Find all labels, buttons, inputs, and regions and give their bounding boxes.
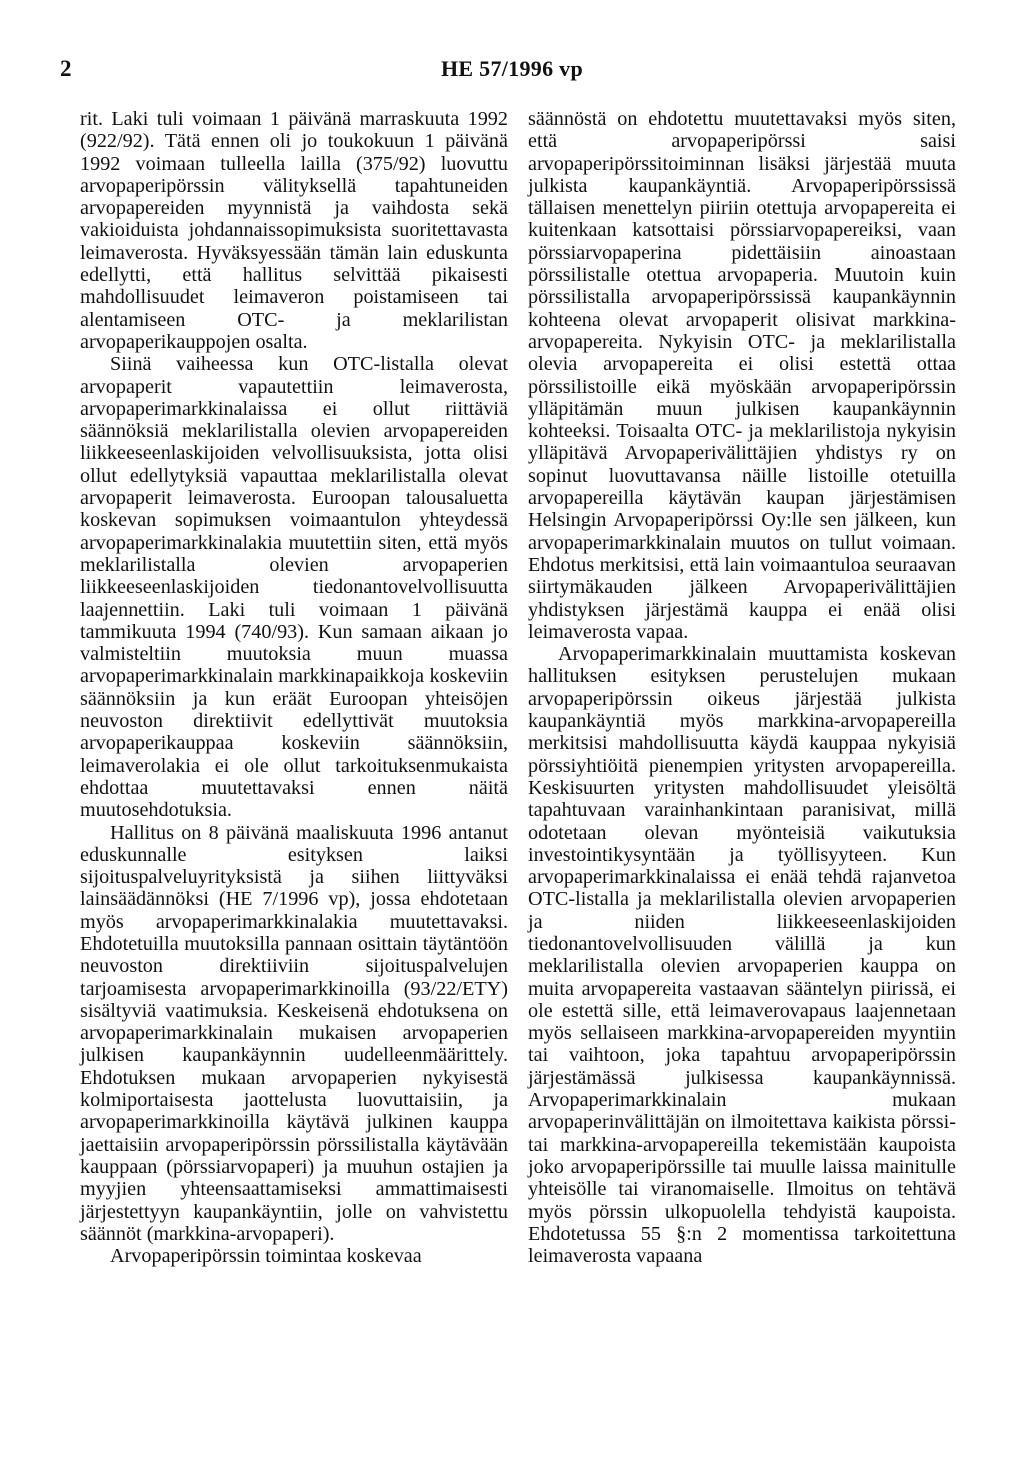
paragraph: Arvopaperimarkkinalain muuttamista koskevan hallituksen esityksen perustelujen mukaan arvopaperipörssin oikeus järjestää julkista kaupankäyntiä myös markkina-arvopapereilla merkitsisi mahdollisuutta käydä kauppaa nykyisiä pörssiyhtiöitä pienempien yritysten arvopapereilla. Keskisuurten yritysten mahdollisuudet yleisöltä tapahtuvaan varainhankintaan paranisivat, millä odotetaan olevan myönteisiä vaikutuksia investointikysyntään ja työllisyyteen. Kun arvopaperimarkkinalaissa ei enää tehdä rajanvetoa OTC-listalla ja meklarilistalla olevien arvopaperien ja niiden liikkeeseenlaskijoiden tiedonantovelvollisuuden välillä ja kun meklarilistalla olevien arvopaperien kauppa on muita arvopapereita vastaavan sääntelyn piirissä, ei ole estettä sille, että leimaverovapaus laajennetaan myös sellaiseen markkina-arvopapereiden myyntiin tai vaihtoon, joka tapahtuu arvopaperipörssin järjestämässä julkisessa kaupankäynnissä. Arvopaperimarkkinalain mukaan arvopaperinvälittäjän on ilmoitettava kaikista pörssi- tai markkina-arvopapereilla tekemistään kaupoista joko arvopaperipörssille tai muulle laissa mainitulle yhteisölle tai viranomaiselle. Ilmoitus on tehtävä myös pörssin ulkopuolella tehdyistä kaupoista. Ehdotetussa 55 §:n 2 momentissa tarkoitettuna leimaverosta vapaana bbox=[528, 643, 956, 1268]
paragraph: rit. Laki tuli voimaan 1 päivänä marraskuuta 1992 (922/92). Tätä ennen oli jo toukokuun 1 päivänä 1992 voimaan tulleella lailla (375/92) luovuttu arvopaperipörssin välityksellä tapahtuneiden arvopapereiden myynnistä ja vaihdosta sekä vakioiduista johdannaissopimuksista suoritettavasta leimaverosta. Hyväksyessään tämän lain eduskunta edellytti, että hallitus selvittää pikaisesti mahdollisuudet leimaveron poistamiseen tai alentamiseen OTC- ja meklarilistan arvopaperikauppojen osalta. bbox=[80, 108, 508, 353]
paragraph: Arvopaperipörssin toimintaa koskevaa bbox=[110, 1245, 422, 1268]
paragraph: Siinä vaiheessa kun OTC-listalla olevat arvopaperit vapautettiin leimaverosta, arvopaperimarkkinalaissa ei ollut riittäviä säännöksiä meklarilistalla olevien arvopapereiden liikkeeseenlaskijoiden velvollisuuksista, jotta olisi ollut edellytyksiä vapauttaa meklarilistalla olevat arvopaperit leimaverosta. Euroopan talousaluetta koskevan sopimuksen voimaantulon yhteydessä arvopaperimarkkinalakia muutettiin siten, että myös meklarilistalla olevien arvopaperien liikkeeseenlaskijoiden tiedonantovelvollisuutta laajennettiin. Laki tuli voimaan 1 päivänä tammikuuta 1994 (740/93). Kun samaan aikaan jo valmisteltiin muutoksia muun muassa arvopaperimarkkinalain markkinapaikkoja koskeviin säännöksiin ja kun eräät Euroopan yhteisöjen neuvoston direktiivit edellyttivät muutoksia arvopaperikauppaa koskeviin säännöksiin, leimaverolakia ei ole ollut tarkoituksenmukaista ehdottaa muutettavaksi ennen näitä muutosehdotuksia. bbox=[80, 353, 508, 822]
paragraph: Hallitus on 8 päivänä maaliskuuta 1996 antanut eduskunnalle esityksen laiksi sijoituspalveluyrityksistä ja siihen liittyväksi lainsäädännöksi (HE 7/1996 vp), jossa ehdotetaan myös arvopaperimarkkinalakia muutettavaksi. Ehdotetuilla muutoksilla pannaan osittain täytäntöön neuvoston direktiiviin sijoituspalvelujen tarjoamisesta arvopaperimarkkinoilla (93/22/ETY) sisältyviä vaatimuksia. Keskeisenä ehdotuksena on arvopaperimarkkinalain mukaisen arvopaperien julkisen kaupankäynnin uudelleenmäärittely. Ehdotuksen mukaan arvopaperien nykyisestä kolmiportaisesta jaottelusta luovuttaisiin, ja arvopaperimarkkinoilla käytävä julkinen kauppa jaettaisiin arvopaperipörssin pörssilistalla käytävään kauppaan (pörssiarvopaperi) ja muuhun ostajien ja myyjien yhteensaattamiseksi ammattimaisesti järjestettyyn kaupankäyntiin, jolle on vahvistettu säännöt (markkina-arvopaperi). bbox=[80, 821, 508, 1245]
page-number: 2 bbox=[60, 56, 72, 81]
left-column bbox=[80, 108, 508, 1267]
document-id: HE 57/1996 vp bbox=[440, 56, 584, 81]
right-column bbox=[528, 108, 956, 1267]
paragraph: säännöstä on ehdotettu muutettavaksi myös siten, että arvopaperipörssi saisi arvopaperipörssitoiminnan lisäksi järjestää muuta julkista kaupankäyntiä. Arvopaperipörssissä tällaisen menettelyn piiriin otettuja arvopapereita ei kuitenkaan katsottaisi pörssiarvopapereiksi, vaan pörssiarvopaperina pidettäisiin ainoastaan pörssilistalle otettua arvopaperia. Muutoin kuin pörssilistalla arvopaperipörssissä kaupankäynnin kohteena olevat arvopaperit olisivat markkina-arvopapereita. Nykyisin OTC- ja meklarilistalla olevia arvopapereita ei olisi estettä ottaa pörssilistoille eikä myöskään arvopaperipörssin ylläpitämän muun julkisen kaupankäynnin kohteeksi. Toisaalta OTC- ja meklarilistoja nykyisin ylläpitävä Arvopaperivälittäjien yhdistys ry on sopinut luovuttavansa näille listoille otetuilla arvopapereilla käytävän kaupan järjestämisen Helsingin Arvopaperipörssi Oy:lle sen jälkeen, kun arvopaperimarkkinalain muutos on tullut voimaan. Ehdotus merkitsisi, että lain voimaantuloa seuraavan siirtymäkauden jälkeen Arvopaperivälittäjien yhdistyksen järjestämä kauppa ei enää olisi leimaverosta vapaa. bbox=[528, 108, 956, 643]
